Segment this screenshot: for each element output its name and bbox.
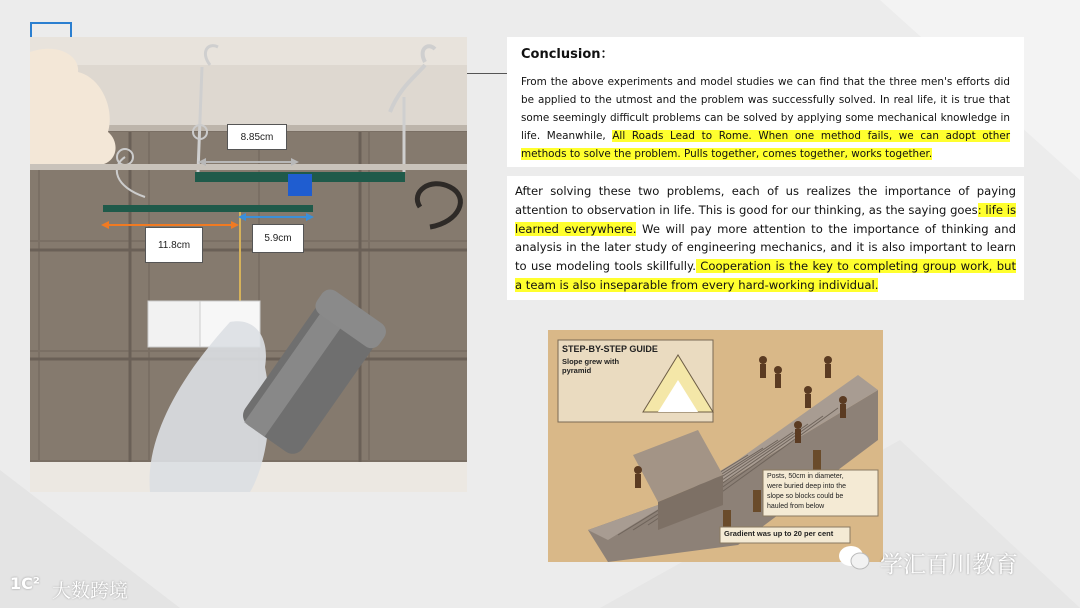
guide-subtitle-1: Slope grew with	[562, 357, 620, 366]
guide-title: STEP-BY-STEP GUIDE	[562, 344, 658, 354]
experiment-photo	[30, 37, 467, 492]
left-watermark-logo: 1C²	[10, 574, 40, 593]
pyramid-guide-illustration	[548, 330, 883, 562]
conclusion-text: From the above experiments and model studies we can find that the three men's efforts did be applied to the utmost and the problem was successfully solved. In real life, it is true that some seemingly difficult problems can be solved by applying some mechanical knowledge in life. Meanwhile,	[521, 76, 1010, 142]
measure-label-top: 8.85cm	[227, 124, 287, 150]
wechat-icon	[838, 544, 870, 572]
guide-posts-2: were buried deep into the	[767, 483, 846, 490]
reflection-paragraph	[515, 182, 1016, 295]
connector-line	[467, 73, 507, 74]
guide-subtitle-2: pyramid	[562, 366, 592, 375]
right-watermark-text: 学汇百川教育	[880, 552, 1018, 578]
left-watermark-text: 大数跨境	[52, 580, 129, 602]
reflection-text-1: After solving these two problems, each of us realizes the importance of paying attention to observation in life. This is good for our thinking, as the saying goes	[515, 184, 1016, 217]
conclusion-highlight: All Roads Lead to Rome. When one method fails, we can adopt other methods to solve the problem. Pulls together, comes together, works together.	[521, 130, 1010, 160]
guide-posts-4: hauled from below	[767, 503, 825, 510]
reflection-text-2: We will pay more attention to the importance of thinking and analysis in the later study of engineering mechanics, and it is also important to learn to use modeling tools skillfully.	[515, 221, 1016, 274]
conclusion-title: Conclusion：	[521, 47, 614, 62]
conclusion-paragraph	[521, 73, 1010, 163]
reflection-highlight-2: Cooperation is the key to completing group work, but a team is also inseparable from every hard-working individual.	[515, 259, 1017, 292]
measure-label-right: 5.9cm	[252, 224, 304, 253]
guide-gradient: Gradient was up to 20 per cent	[724, 529, 834, 538]
reflection-highlight-1: : life is learned everywhere.	[515, 202, 1016, 236]
conclusion-panel	[507, 37, 1024, 167]
photo-illustration	[30, 37, 467, 492]
reflection-panel	[507, 176, 1024, 300]
guide-posts-3: slope so blocks could be	[767, 493, 844, 500]
measure-label-left: 11.8cm	[145, 227, 203, 263]
guide-posts-1: Posts, 50cm in diameter,	[767, 473, 844, 480]
